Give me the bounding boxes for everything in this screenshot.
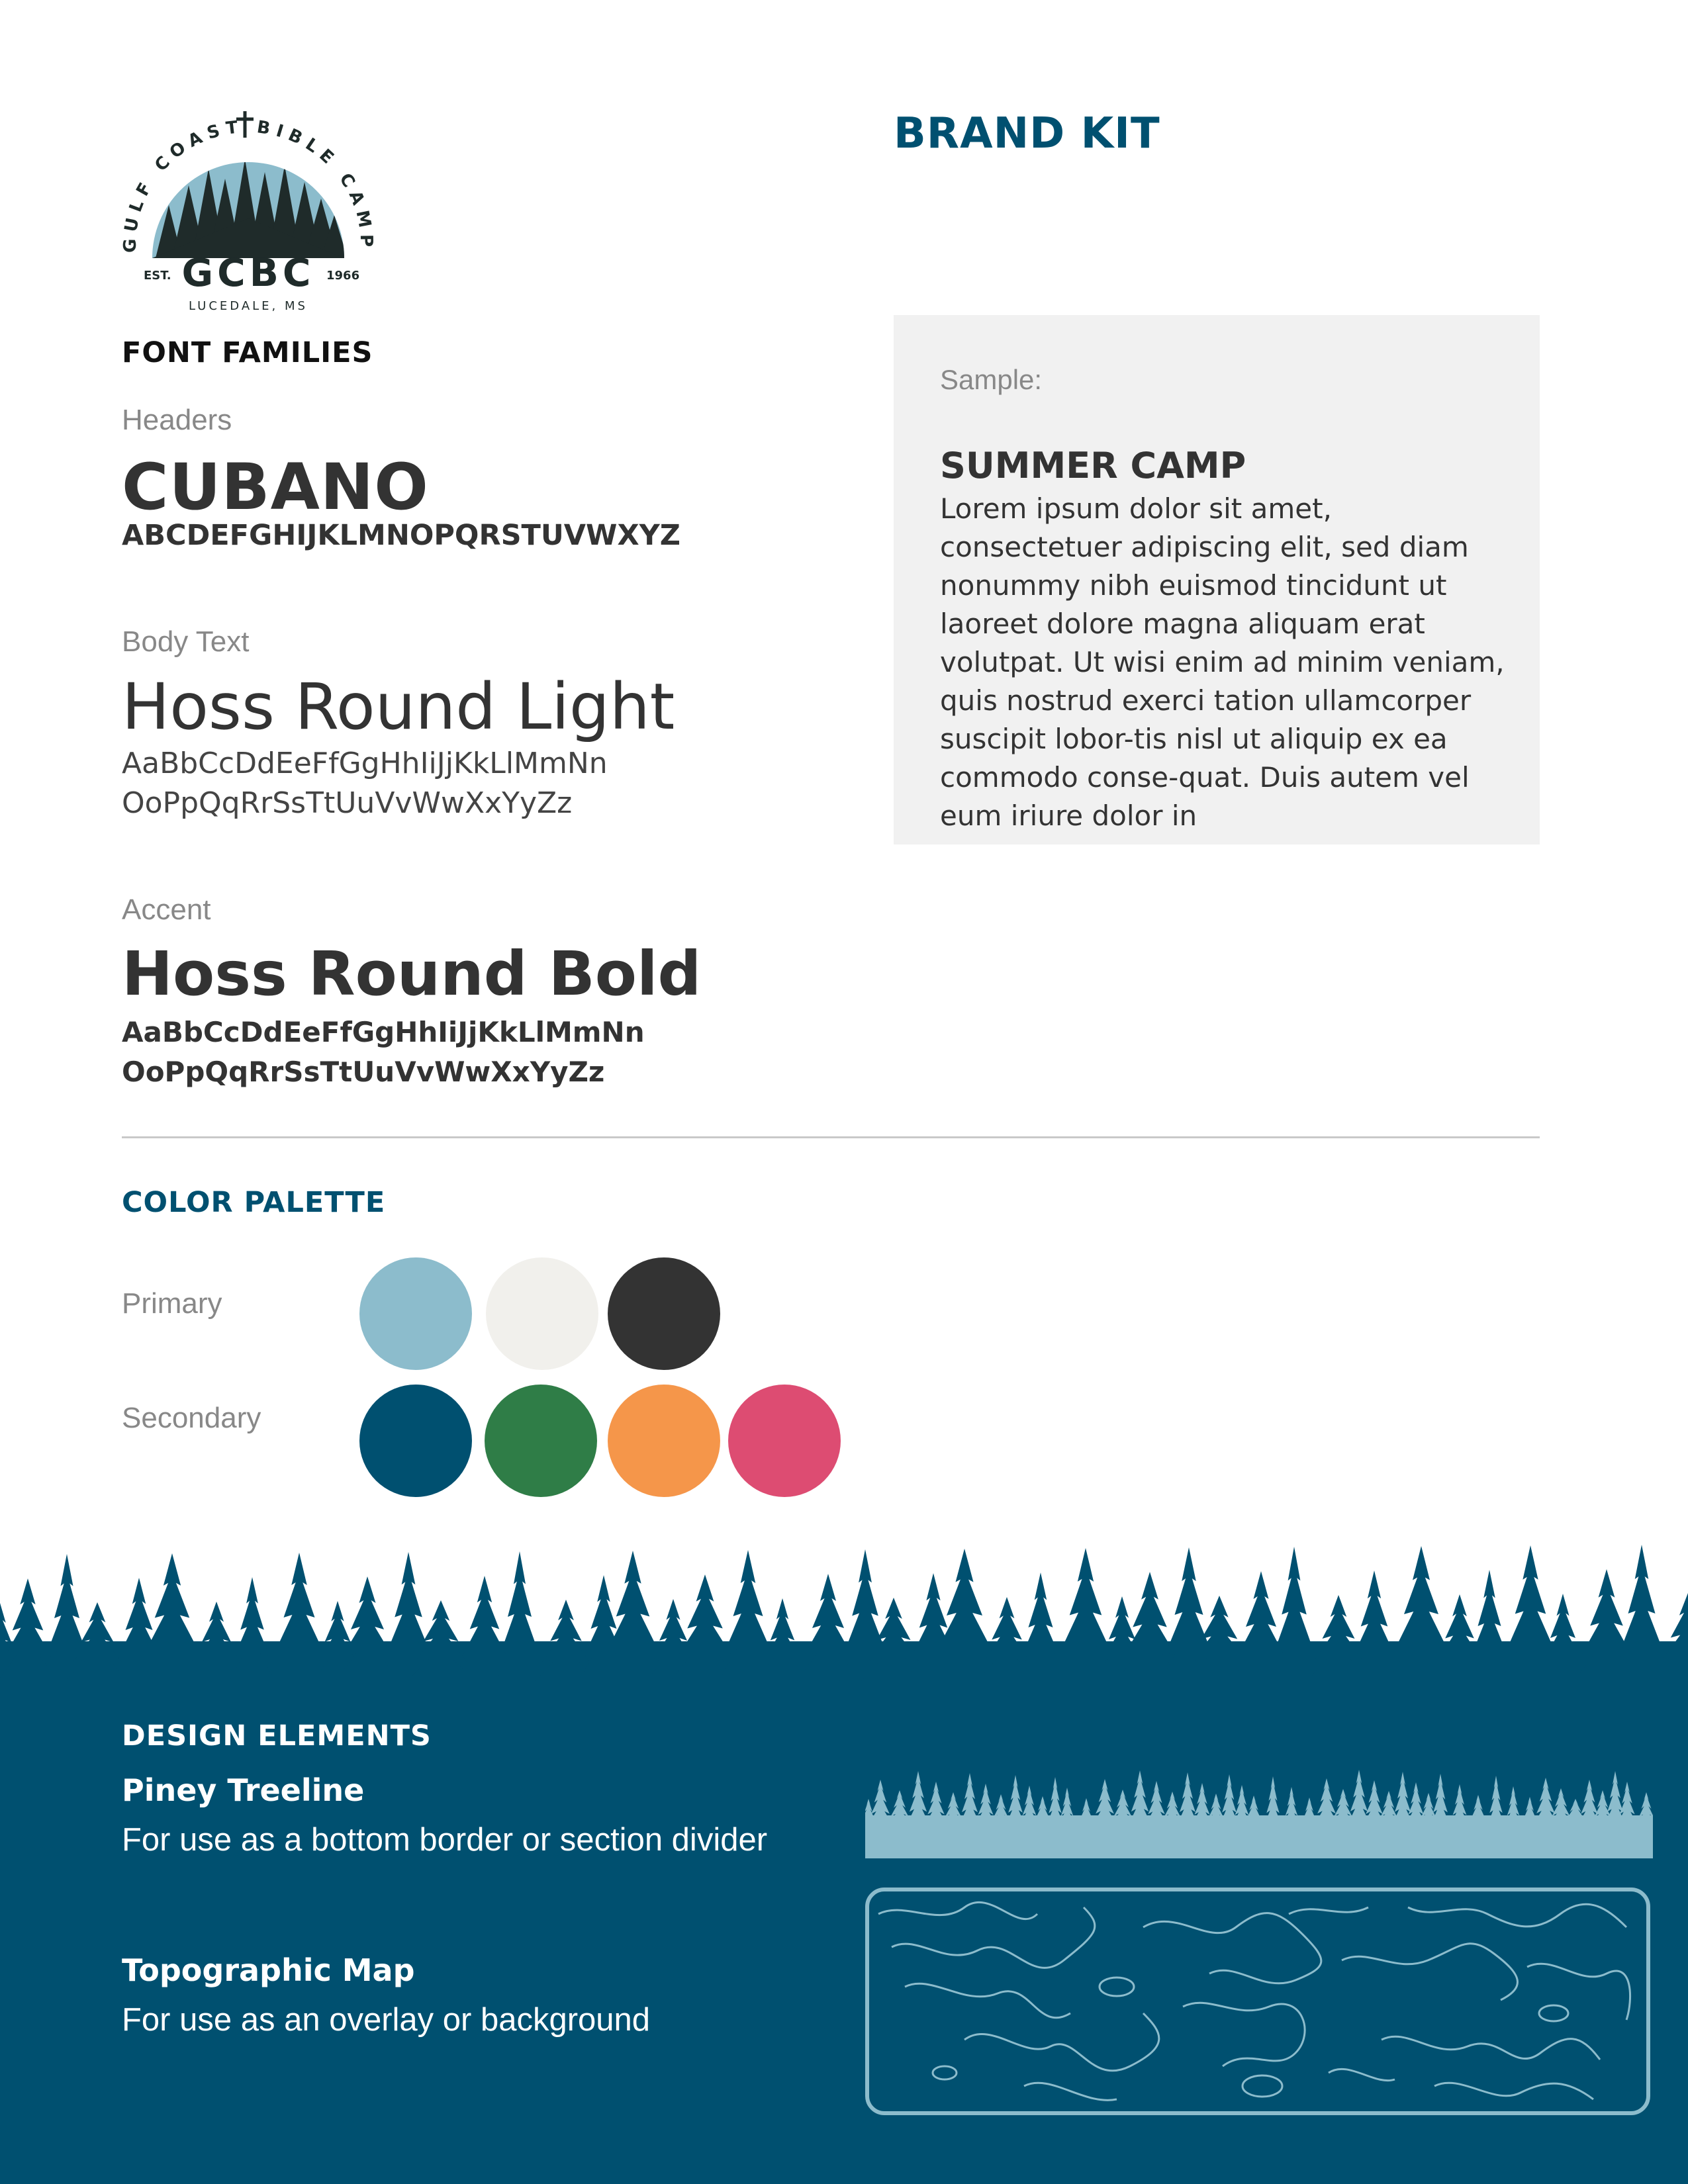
secondary-swatch-4 (728, 1385, 841, 1497)
headers-font-name: CUBANO (122, 450, 429, 524)
logo-location: LUCEDALE, MS (189, 299, 308, 313)
accent-font-alphabet-line1: AaBbCcDdEeFfGgHhIiJjKkLlMmNn (122, 1016, 645, 1048)
accent-caption: Accent (122, 893, 211, 926)
primary-swatch-2 (486, 1257, 598, 1370)
secondary-caption: Secondary (122, 1402, 261, 1434)
body-font-alphabet-line2: OoPpQqRrSsTtUuVvWwXxYyZz (122, 786, 573, 820)
gcbc-logo (116, 106, 381, 318)
page-title: BRAND KIT (894, 109, 1160, 158)
piney-treeline-title: Piney Treeline (122, 1772, 365, 1808)
primary-swatch-3 (608, 1257, 720, 1370)
sample-heading: SUMMER CAMP (940, 445, 1246, 486)
body-text-caption: Body Text (122, 625, 250, 658)
sample-label: Sample: (940, 364, 1043, 395)
body-font-alphabet-line1: AaBbCcDdEeFfGgHhIiJjKkLlMmNn (122, 747, 608, 780)
piney-treeline-description: For use as a bottom border or section divider (122, 1822, 768, 1858)
body-font-name: Hoss Round Light (122, 670, 675, 744)
logo-est: EST. (144, 269, 171, 283)
font-families-heading: FONT FAMILIES (122, 336, 373, 369)
sample-body-text: Lorem ipsum dolor sit amet, consectetuer adipiscing elit, sed diam nonummy nibh euismod tincidunt ut laoreet dolore magna aliquam erat volutpat. Ut wisi enim ad minim veniam, quis nostrud exerci tation ullamcorper suscipit lobor-tis nisl ut aliquip ex ea commodo conse-quat. Duis autem vel eum iriure dolor in (940, 492, 1505, 832)
topographic-map-description: For use as an overlay or background (122, 2002, 651, 2038)
logo-initials: GCBC (181, 250, 315, 295)
primary-caption: Primary (122, 1287, 222, 1320)
secondary-swatch-2 (485, 1385, 597, 1497)
logo-year: 1966 (326, 269, 360, 283)
primary-swatch-1 (359, 1257, 472, 1370)
headers-font-alphabet: ABCDEFGHIJKLMNOPQRSTUVWXYZ (122, 519, 680, 552)
treeline-border (0, 1509, 1688, 1688)
secondary-swatch-1 (359, 1385, 472, 1497)
accent-font-name: Hoss Round Bold (122, 938, 702, 1009)
secondary-swatch-3 (608, 1385, 720, 1497)
piney-treeline-sample (865, 1752, 1653, 1858)
topographic-map-sample (865, 1888, 1650, 2115)
color-palette-heading: COLOR PALETTE (122, 1186, 386, 1219)
section-divider (122, 1136, 1540, 1138)
sample-box (894, 315, 1540, 844)
topographic-map-title: Topographic Map (122, 1952, 415, 1988)
design-elements-heading: DESIGN ELEMENTS (122, 1719, 432, 1752)
accent-font-alphabet-line2: OoPpQqRrSsTtUuVvWwXxYyZz (122, 1056, 605, 1088)
headers-caption: Headers (122, 404, 232, 436)
logo-arc-text: GULF COAST BIBLE CAMP (120, 116, 377, 253)
